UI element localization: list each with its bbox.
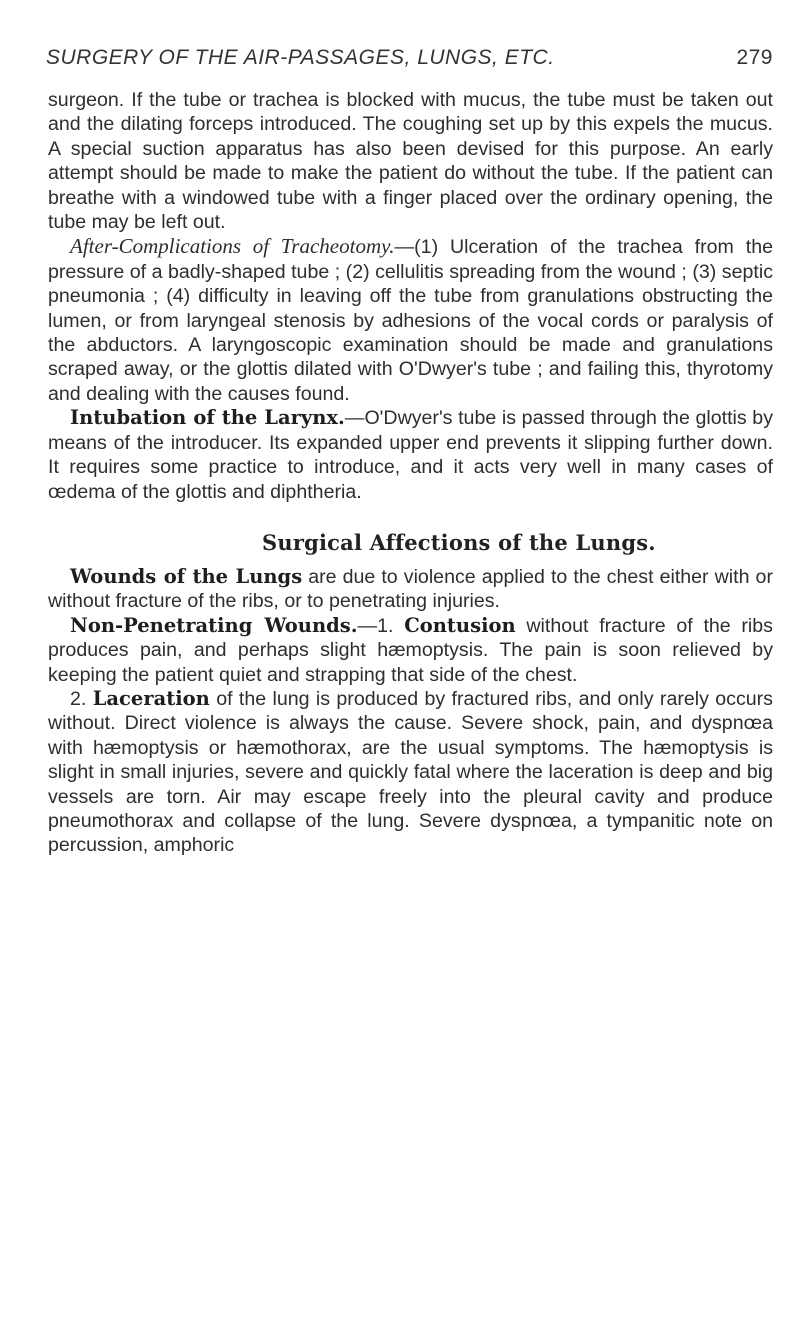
paragraph-tube-care [48,88,773,234]
bold-heading-intubation: Intubation of the Larynx. [70,406,345,430]
paragraph-after-complications [48,234,773,406]
paragraph-text: —(1) Ulceration of the trachea from the pressure of a badly-shaped tube ; (2) cellulitis spreading from the wound ; (3) septic pneumonia ; (4) difficulty in leaving off the tube from granulations obstructing the lumen, or from laryngeal stenosis by adhesions of the vocal cords or paralysis of the abductors. A laryngoscopic examination should be made and granulations scraped away, or the glottis dilated with O'Dwyer's tube ; and failing this, thyrotomy and dealing with the causes found. [48,236,773,405]
paragraph-laceration [48,687,773,858]
section-title: Surgical Affections of the Lungs. [262,529,656,555]
bold-heading-wounds: Wounds of the Lungs [70,564,303,588]
paragraph-text: surgeon. If the tube or trachea is blocked with mucus, the tube must be taken out and the dilating forceps introduced. The coughing set up by this expels the mucus. A special suction apparatus has also been devised for this purpose. An early attempt should be made to make the patient do without the tube. If the patient can breathe with a windowed tube with a finger placed over the ordinary opening, the tube may be left out. [48,89,773,234]
paragraph-text: without fracture of the ribs produces pain, and perhaps slight hæmoptysis. The pain is soon relieved by keeping the patient quiet and strapping that side of the chest. [48,614,773,686]
book-page [48,46,773,858]
running-title: SURGERY OF THE AIR-PASSAGES, LUNGS, ETC. [46,46,555,69]
paragraph-wounds-of-lungs [48,565,773,614]
paragraph-non-penetrating [48,614,773,687]
bold-heading-laceration: Laceration [92,686,210,710]
paragraph-text: —1. [357,614,405,637]
paragraph-text: —O'Dwyer's tube is passed through the glottis by means of the introducer. Its expanded upper end prevents it slipping further down. It requires some practice to introduce, and it acts very well in many cases of œdema of the glottis and diphtheria. [48,407,773,503]
paragraph-text: of the lung is produced by fractured ribs, and only rarely occurs without. Direct violence is always the cause. Severe shock, pain, and dyspnœa with hæmoptysis or hæmothorax, are the usual symptoms. The hæmoptysis is slight in small injuries, severe and quickly fatal where the laceration is deep and big vessels are torn. Air may escape freely into the pleural cavity and produce pneumothorax and collapse of the lung. Severe dyspnœa, a tympanitic note on percussion, amphoric [48,687,773,857]
italic-heading-after-complications: After-Complications of Tracheotomy. [70,234,395,259]
bold-heading-non-penetrating: Non-Penetrating Wounds. [70,613,358,637]
running-head [46,46,773,70]
paragraph-text: are due to violence applied to the chest either with or without fracture of the ribs, or to penetrating injuries. [48,565,773,613]
bold-heading-contusion: Contusion [404,613,516,637]
paragraph-intubation [48,406,773,504]
list-number: 2. [70,687,93,710]
page-number: 279 [736,46,773,69]
